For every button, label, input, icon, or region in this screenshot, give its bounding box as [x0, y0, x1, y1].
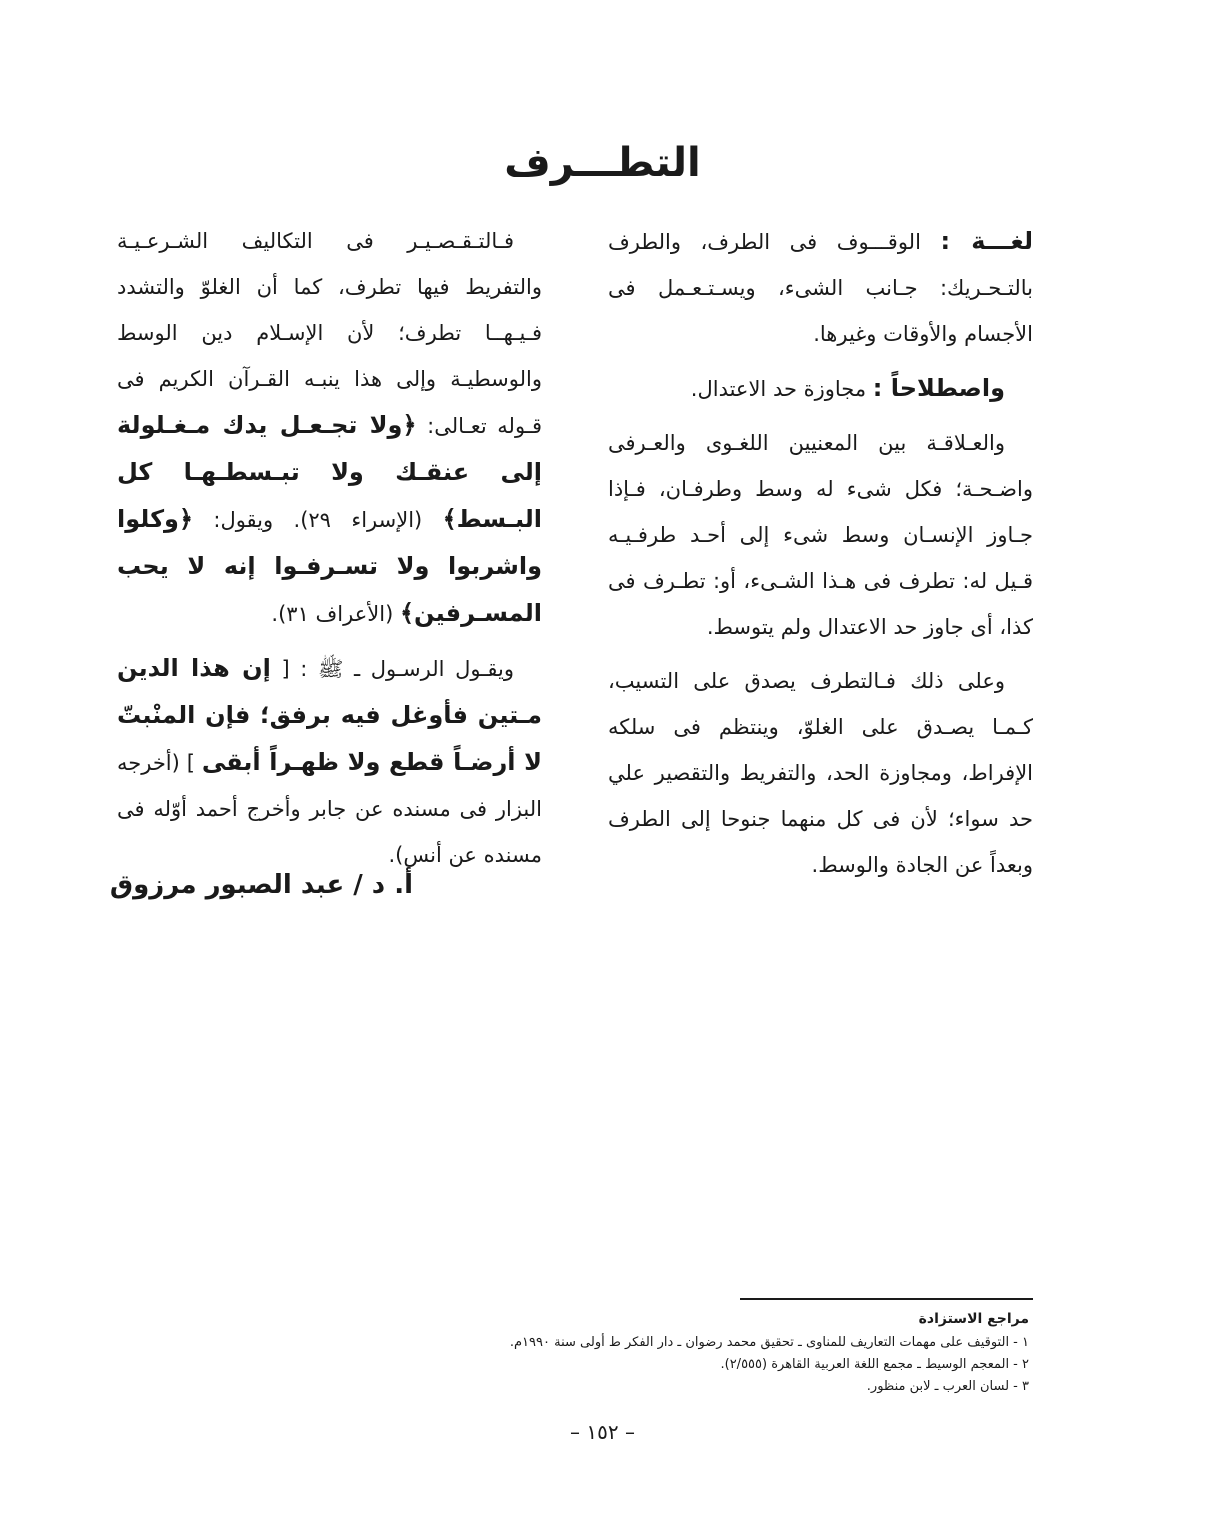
quran-verse-isra: ﴿ولا تجـعـل يدك مـغـلولة إلى عنقـك ولا تبـسطـهـا كل البـسط﴾ [117, 411, 543, 533]
tafrit-text: فـالتـقـصـيـر فى التكاليف الشـرعـيـة والتفريط فيها تطرف، كما أن الغلوّ والتشدد فـيـهــا تطرف؛ لأن الإسـلام دين الوسط والوسطيـة وإلى هذا ينبـه القـرآن الكريم فى قـوله تعـالى: [117, 229, 542, 438]
footnote-item: ٣ - لسان العرب ـ لابن منظور. [866, 1379, 1029, 1394]
footnotes-title: مراجع الاستزادة [918, 1311, 1029, 1327]
quran-verse-araf: ﴿وكلوا واشربوا ولا تسـرفـوا إنه لا يحب المسـرفين﴾ [117, 505, 542, 627]
left-column [117, 218, 542, 886]
paragraph-lughatan [608, 218, 1033, 357]
page-number: – ١٥٢ – [570, 1420, 635, 1444]
term-istilahan: واصطلاحاً : [872, 374, 1005, 402]
footnotes [369, 1308, 1029, 1398]
istilahan-text: مجاوزة حد الاعتدال. [690, 377, 873, 401]
footnote-item: ١ - التوقيف على مهمات التعاريف للمناوى ـ تحقيق محمد رضوان ـ دار الفكر ط أولى سنة ١٩٩٠م. [509, 1335, 1029, 1350]
paragraph-tafrit [117, 218, 542, 637]
reference-araf: (الأعراف ٣١). [271, 602, 400, 626]
footnote-item: ٢ - المعجم الوسيط ـ مجمع اللغة العربية القاهرة (٢/٥٥٥). [720, 1357, 1029, 1372]
reference-isra: (الإسراء ٢٩). ويقول: [193, 508, 443, 532]
hadith-source: ] (أخرجه البزار فى مسنده عن جابر وأخرج أحمد أوّله فى مسنده عن أنس). [117, 751, 542, 867]
right-column [608, 218, 1033, 896]
lughatan-text: الوقـــوف فى الطرف، والطرف بالتـحـريك: جـانب الشىء، ويسـتـعـمل فى الأجسام والأوقات وغيرها. [608, 230, 1033, 346]
hadith-intro: ويقـول الرسـول ـ ﷺ : [ [270, 657, 514, 681]
paragraph-relation: والعـلاقـة بين المعنيين اللغـوى والعـرفى واضـحـة؛ فكل شىء له وسط وطرفـان، فـإذا جـاوز الإنسـان وسط شىء إلى أحـد طرفـيـه قـيل له: تطرف فى هـذا الشـىء، أو: تطـرف فى كذا، أى جاوز حد الاعتدال ولم يتوسط. [608, 431, 1033, 639]
paragraph-istilahan [608, 365, 1033, 412]
paragraph-conclusion: وعلى ذلك فـالتطرف يصدق على التسيب، كـمـا يصـدق على الغلوّ، وينتظم فى سلكه الإفراط، ومجاوزة الحد، والتفريط والتقصير علي حد سواء؛ لأن فى كل منهما جنوحا إلى الطرف وبعداً عن الجادة والوسط. [608, 669, 1033, 877]
footnote-divider [740, 1298, 1033, 1300]
hadith-text: إن هذا الدين مـتين فأوغل فيه برفق؛ فإن المنْبتّ لا أرضـاً قطع ولا ظهـراً أبقى [117, 654, 542, 776]
term-lughatan: لغـــة : [940, 227, 1033, 255]
paragraph-hadith [117, 645, 542, 878]
article-title: التطـــرف [504, 140, 701, 186]
author-signature: أ. د / عبد الصبور مرزوق [109, 870, 413, 900]
